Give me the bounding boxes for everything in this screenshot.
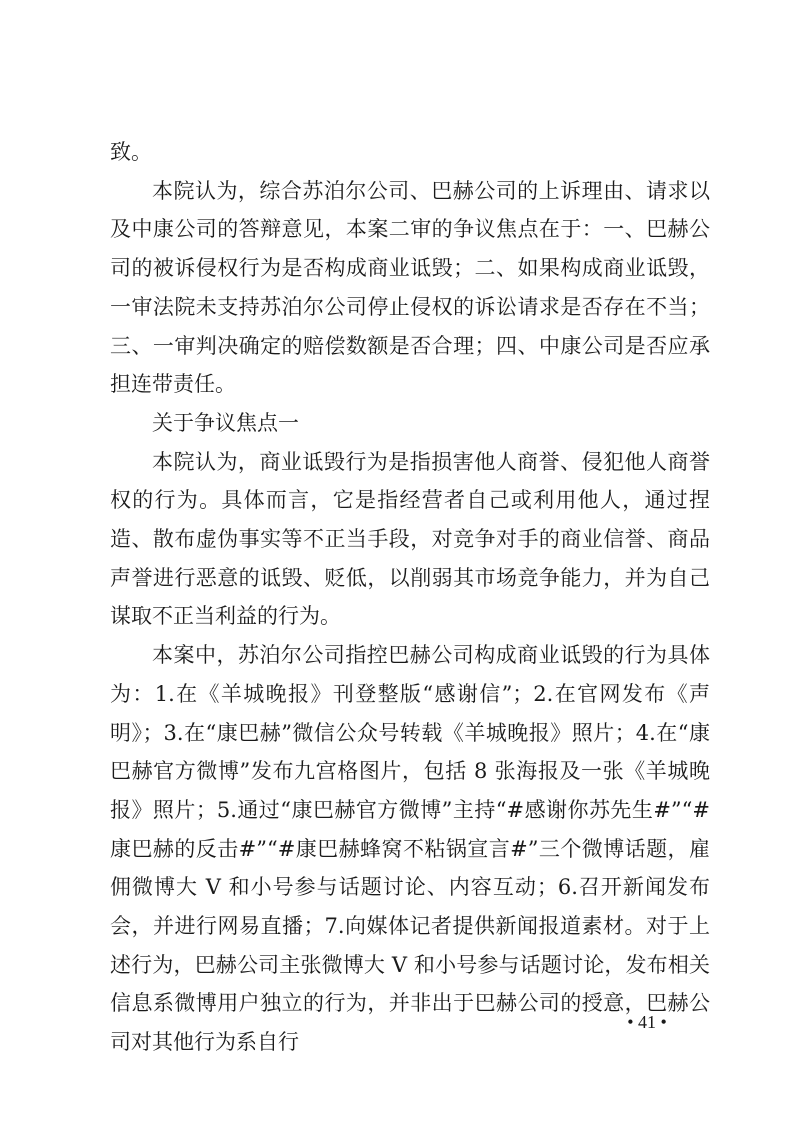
- paragraph-case-facts: 本案中，苏泊尔公司指控巴赫公司构成商业诋毁的行为具体为：1.在《羊城晚报》刊登整版“感谢信”；2.在官网发布《声明》；3.在“康巴赫”微信公众号转载《羊城晚报》照片；4.在“康巴赫官方微博”发布九宫格图片，包括 8 张海报及一张《羊城晚报》照片；5.通过“康巴赫官方微博”主持“#感谢你苏先生#”“#康巴赫的反击#”“#康巴赫蜂窝不粘锅宣言#”三个微博话题，雇佣微博大 V 和小号参与话题讨论、内容互动；6.召开新闻发布会，并进行网易直播；7.向媒体记者提供新闻报道素材。对于上述行为，巴赫公司主张微博大 V 和小号参与话题讨论，发布相关信息系微博用户独立的行为，并非出于巴赫公司的授意，巴赫公司对其他行为系自行: [110, 643, 710, 1055]
- page-number: • 41 •: [627, 1012, 667, 1032]
- paragraph-continuation: 致。: [110, 140, 152, 164]
- document-body: [110, 133, 710, 1062]
- paragraph-court-opinion-focus: 本院认为，综合苏泊尔公司、巴赫公司的上诉理由、请求以及中康公司的答辩意见，本案二审的争议焦点在于：一、巴赫公司的被诉侵权行为是否构成商业诋毁；二、如果构成商业诋毁，一审法院未支持苏泊尔公司停止侵权的诉讼请求是否存在不当；三、一审判决确定的赔偿数额是否合理；四、中康公司是否应承担连带责任。: [110, 178, 710, 397]
- section-heading-focus-one: 关于争议焦点一: [152, 410, 299, 435]
- paragraph-commercial-defamation-definition: 本院认为，商业诋毁行为是指损害他人商誉、侵犯他人商誉权的行为。具体而言，它是指经营者自己或利用他人，通过捏造、散布虚伪事实等不正当手段，对竞争对手的商业信誉、商品声誉进行恶意的诋毁、贬低，以削弱其市场竞争能力，并为自己谋取不正当利益的行为。: [110, 449, 710, 629]
